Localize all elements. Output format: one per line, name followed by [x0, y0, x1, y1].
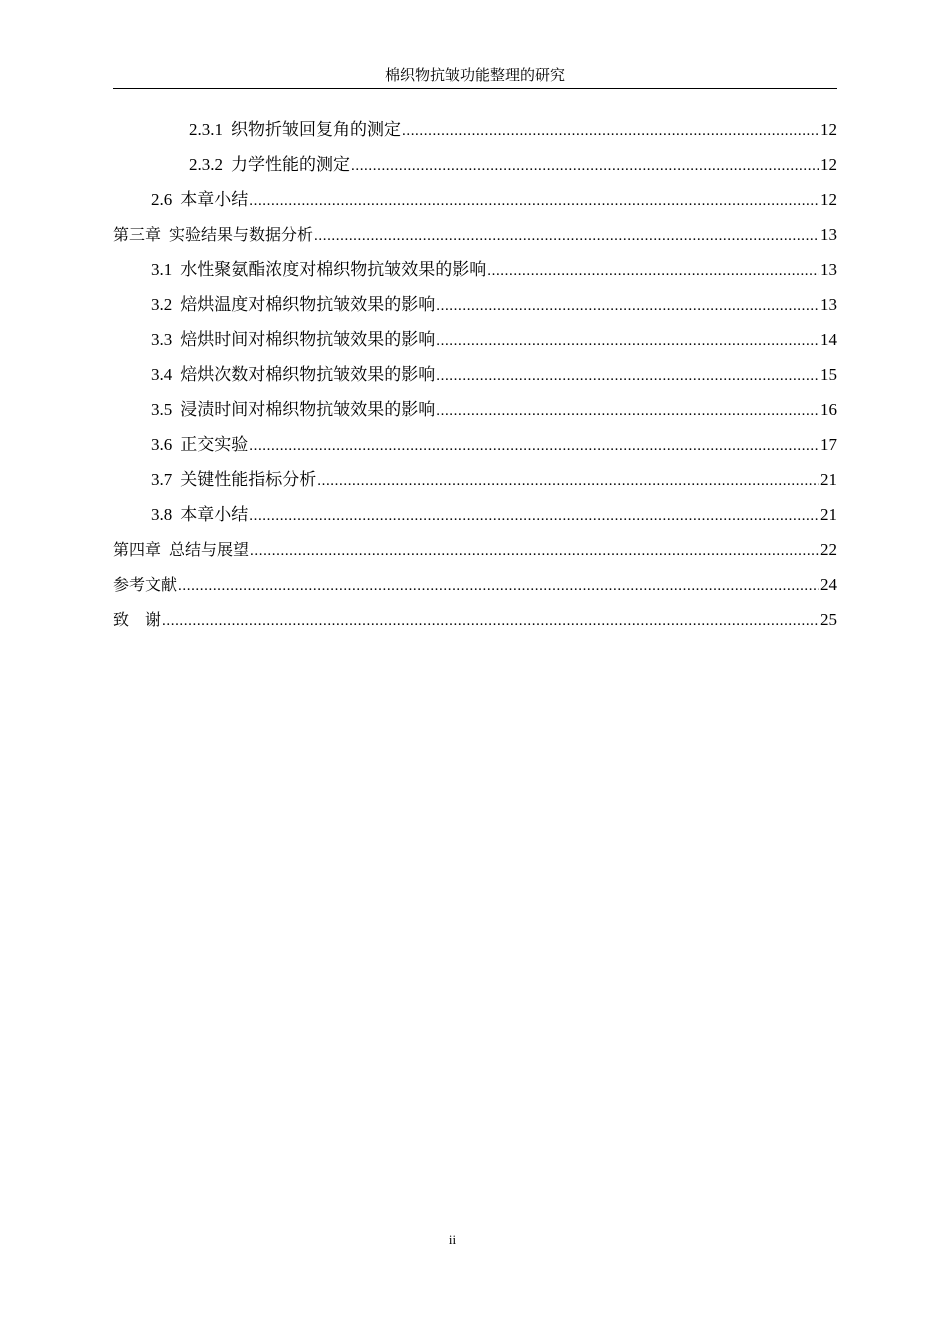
toc-entry[interactable] [113, 497, 837, 532]
page-number: ii [448, 1232, 457, 1247]
toc-entry[interactable] [113, 112, 837, 147]
toc-dot-leader [487, 254, 819, 289]
toc-entry-page: 24 [820, 575, 837, 594]
toc-references-entry[interactable] [113, 567, 837, 602]
toc-entry[interactable] [113, 287, 837, 322]
toc-entry-page: 21 [820, 470, 837, 489]
toc-entry-number: 2.6 [151, 190, 173, 209]
table-of-contents [113, 112, 837, 637]
toc-entry-page: 22 [820, 540, 837, 559]
toc-entry-title: 焙烘温度对棉织物抗皱效果的影响 [180, 295, 436, 314]
toc-entry-number: 3.3 [151, 330, 173, 349]
toc-entry-page: 25 [820, 610, 837, 629]
toc-entry-number: 3.1 [151, 260, 173, 279]
toc-entry-title: 水性聚氨酯浓度对棉织物抗皱效果的影响 [180, 260, 487, 279]
toc-dot-leader [314, 219, 819, 254]
toc-entry-title: 致 谢 [113, 610, 162, 629]
toc-entry[interactable] [113, 392, 837, 427]
toc-dot-leader [249, 184, 819, 219]
toc-entry-title: 焙烘时间对棉织物抗皱效果的影响 [180, 330, 436, 349]
toc-entry-number: 第三章 [113, 225, 162, 244]
toc-entry-page: 12 [820, 155, 837, 174]
toc-entry-page: 12 [820, 190, 837, 209]
toc-entry-title: 织物折皱回复角的测定 [231, 120, 401, 139]
toc-dot-leader [178, 569, 819, 604]
toc-entry-page: 17 [820, 435, 837, 454]
running-header-title: 棉织物抗皱功能整理的研究 [384, 68, 565, 84]
toc-entry[interactable] [113, 322, 837, 357]
toc-dot-leader [351, 149, 819, 184]
toc-dot-leader [402, 114, 819, 149]
toc-entry-page: 13 [820, 225, 837, 244]
toc-chapter-entry[interactable] [113, 532, 837, 567]
toc-entry-number: 3.2 [151, 295, 173, 314]
toc-entry[interactable] [113, 427, 837, 462]
toc-entry-page: 12 [820, 120, 837, 139]
toc-dot-leader [436, 359, 819, 394]
toc-entry[interactable] [113, 462, 837, 497]
toc-entry-title: 实验结果与数据分析 [169, 225, 314, 244]
toc-entry-page: 13 [820, 260, 837, 279]
toc-entry-title: 浸渍时间对棉织物抗皱效果的影响 [180, 400, 436, 419]
toc-entry-number: 2.3.2 [189, 155, 223, 174]
toc-entry-title: 力学性能的测定 [231, 155, 350, 174]
toc-chapter-entry[interactable] [113, 217, 837, 252]
toc-entry[interactable] [113, 357, 837, 392]
toc-entry-number: 第四章 [113, 540, 162, 559]
toc-entry-number: 3.5 [151, 400, 173, 419]
toc-entry[interactable] [113, 147, 837, 182]
toc-entry-number: 3.6 [151, 435, 173, 454]
toc-dot-leader [436, 324, 819, 359]
toc-entry-page: 13 [820, 295, 837, 314]
toc-acknowledgements-entry[interactable] [113, 602, 837, 637]
toc-entry[interactable] [113, 182, 837, 217]
toc-entry-title: 总结与展望 [169, 540, 250, 559]
toc-entry-title: 参考文献 [113, 575, 178, 594]
toc-entry-title: 关键性能指标分析 [180, 470, 317, 489]
toc-entry-title: 本章小结 [180, 190, 249, 209]
toc-entry-title: 正交实验 [180, 435, 249, 454]
toc-dot-leader [249, 429, 819, 464]
toc-dot-leader [317, 464, 819, 499]
running-header [113, 66, 837, 89]
toc-entry-title: 焙烘次数对棉织物抗皱效果的影响 [180, 365, 436, 384]
toc-entry-number: 3.4 [151, 365, 173, 384]
toc-dot-leader [436, 394, 819, 429]
toc-entry-number: 3.8 [151, 505, 173, 524]
toc-entry-page: 14 [820, 330, 837, 349]
toc-entry-title: 本章小结 [180, 505, 249, 524]
toc-entry-number: 2.3.1 [189, 120, 223, 139]
toc-entry-page: 15 [820, 365, 837, 384]
toc-entry-page: 16 [820, 400, 837, 419]
toc-dot-leader [250, 534, 819, 569]
toc-dot-leader [436, 289, 819, 324]
toc-entry[interactable] [113, 252, 837, 287]
toc-entry-page: 21 [820, 505, 837, 524]
toc-entry-number: 3.7 [151, 470, 173, 489]
toc-dot-leader [162, 604, 819, 639]
toc-dot-leader [249, 499, 819, 534]
